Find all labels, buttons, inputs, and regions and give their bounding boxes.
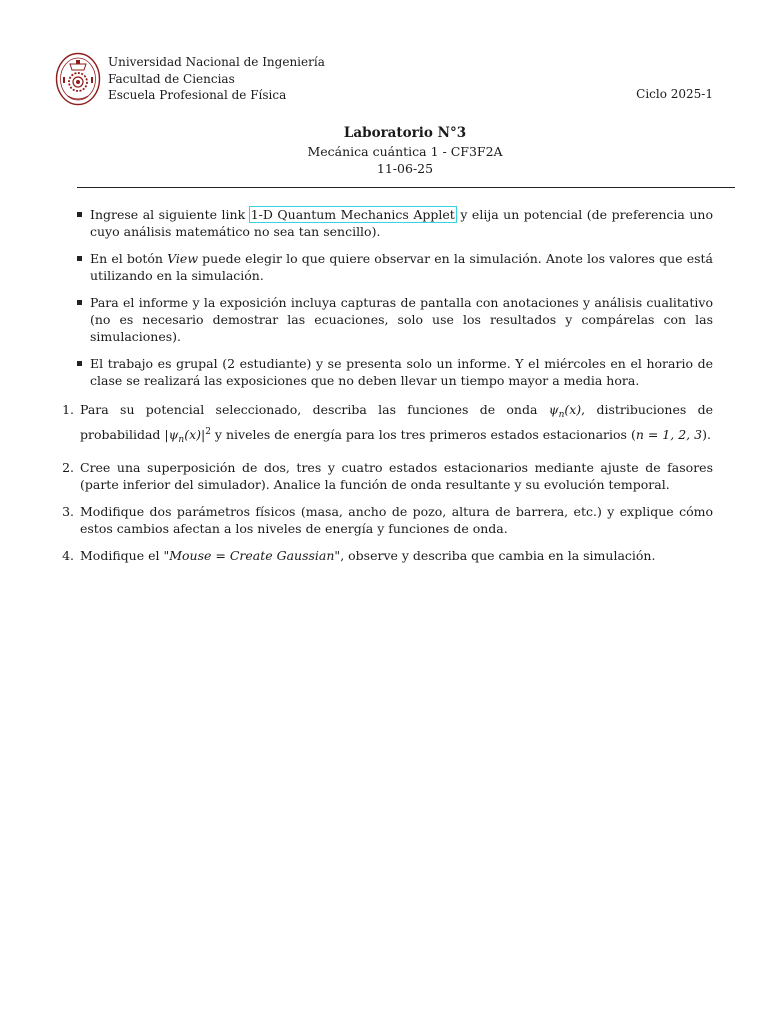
- lab-date: 11-06-25: [376, 161, 434, 176]
- bullet-square-icon: [77, 361, 82, 366]
- bullet-item-group: El trabajo es grupal (2 estudiante) y se presenta solo un informe. Y el miércoles en el horario de clase se realizará las exposiciones que no deben llevar un tiempo mayor a media hora.: [0, 355, 713, 389]
- bullet-item-link: Ingrese al siguiente link 1-D Quantum Mechanics Applet y elija un potencial (de preferencia uno cuyo análisis matemático no sea tan sencillo).: [0, 206, 713, 240]
- task-item-1: 1. Para su potencial seleccionado, describa las funciones de onda $\psi_n(x)$, distribuciones de probabilidad $|\psi_n(x)|^2$ y niveles de energía para los tres primeros estados estacionarios (n = 1, 2, 3).: [0, 401, 713, 449]
- mouse-gaussian-option: "Mouse = Create Gaussian": [163, 548, 341, 563]
- bullet-square-icon: [77, 256, 82, 261]
- instructions-list: [0, 206, 768, 564]
- bullet-item-view: En el botón View puede elegir lo que quiere observar en la simulación. Anote los valores que está utilizando en la simulación.: [0, 250, 713, 284]
- task-item-2: 2. Cree una superposición de dos, tres y cuatro estados estacionarios mediante ajuste de fasores (parte inferior del simulador). Analice la función de onda resultante y su evolución temporal.: [0, 459, 713, 493]
- task-item-4: 4. Modifique el "Mouse = Create Gaussian", observe y describa que cambia en la simulación.: [0, 547, 713, 564]
- task-number: 3.: [62, 504, 74, 519]
- school-name: Escuela Profesional de Física: [108, 88, 287, 102]
- task-number: 1.: [62, 402, 74, 417]
- course-name: Mecánica cuántica 1 - CF3F2A: [307, 144, 503, 159]
- institution-header: [108, 54, 325, 104]
- academic-cycle: Ciclo 2025-1: [636, 87, 713, 101]
- university-name: Universidad Nacional de Ingeniería: [108, 55, 325, 69]
- lab-title: Laboratorio N°3: [343, 125, 467, 141]
- bullet-item-report: Para el informe y la exposición incluya capturas de pantalla con anotaciones y análisis cualitativo (no es necesario demostrar las ecuaciones, solo use los resultados y compárelas con las simulaciones).: [0, 294, 713, 345]
- bullet-square-icon: [77, 300, 82, 305]
- view-button-reference: View: [167, 251, 199, 266]
- university-seal-logo: [55, 52, 101, 106]
- task-number: 4.: [62, 548, 74, 563]
- title-block: [0, 124, 768, 177]
- task-number: 2.: [62, 460, 74, 475]
- task-item-3: 3. Modifique dos parámetros físicos (masa, ancho de pozo, altura de barrera, etc.) y explique cómo estos cambios afectan a los niveles de energía y funciones de onda.: [0, 503, 713, 537]
- faculty-name: Facultad de Ciencias: [108, 71, 235, 86]
- header-divider: [77, 187, 735, 188]
- quantum-applet-link[interactable]: 1-D Quantum Mechanics Applet: [250, 207, 455, 222]
- bullet-square-icon: [77, 212, 82, 217]
